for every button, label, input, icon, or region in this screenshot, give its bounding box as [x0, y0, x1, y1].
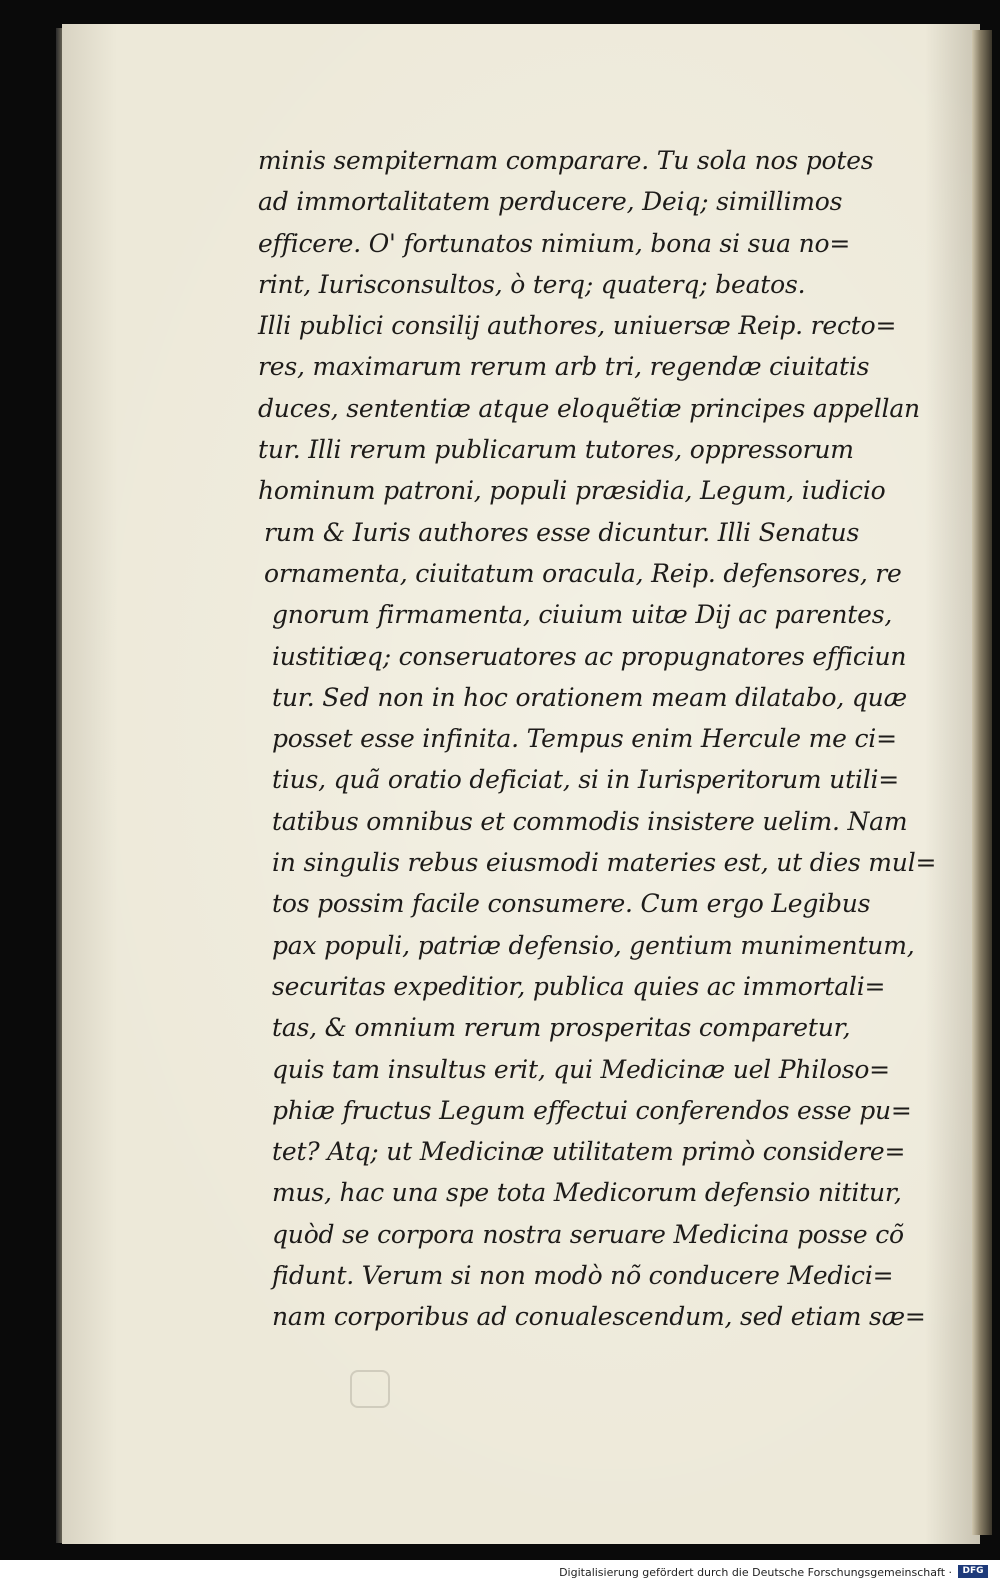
text-line: phiæ fructus Legum effectui conferendos esse pu=: [272, 1095, 912, 1125]
text-line: nam corporibus ad conualescendum, sed etiam sæ=: [272, 1302, 926, 1332]
text-line: posset esse infinita. Tempus enim Hercule me ci=: [272, 724, 897, 754]
text-line: duces, sententiæ atque eloquẽtiæ principes appellan: [258, 393, 920, 423]
text-line: quòd se corpora nostra seruare Medicina posse cõ: [272, 1219, 904, 1249]
text-line: iustitiæq; conseruatores ac propugnatores efficiun: [272, 641, 907, 671]
text-line: hominum patroni, populi præsidia, Legum, iudicio: [258, 476, 886, 506]
text-line: in singulis rebus eiusmodi materies est, ut dies mul=: [272, 848, 937, 878]
text-line: res, maximarum rerum arb tri, regendæ ciuitatis: [258, 352, 870, 382]
page-stack-edge: [972, 30, 992, 1535]
text-line: gnorum firmamenta, ciuium uitæ Dij ac parentes,: [272, 600, 893, 630]
text-line: tos possim facile consumere. Cum ergo Legibus: [272, 889, 871, 919]
text-line: efficere. O' fortunatos nimium, bona si sua no=: [258, 228, 851, 258]
text-line: rum & Iuris authores esse dicuntur. Illi Senatus: [264, 517, 860, 547]
text-line: tur. Sed non in hoc orationem meam dilatabo, quæ: [272, 682, 907, 712]
text-line: rint, Iurisconsultos, ò terq; quaterq; beatos.: [258, 269, 806, 299]
text-line: minis sempiternam comparare. Tu sola nos potes: [258, 146, 874, 175]
text-line: tas, & omnium rerum prosperitas comparetur,: [272, 1013, 851, 1043]
text-line: Illi publici consilij authores, uniuersæ Reip. recto=: [258, 311, 897, 341]
text-line: mus, hac una spe tota Medicorum defensio nititur,: [272, 1178, 902, 1208]
faint-bleedthrough-mark: [350, 1370, 390, 1408]
text-line: tius, quã oratio deficiat, si in Iurisperitorum utili=: [272, 765, 900, 795]
dfg-logo-icon: DFG: [958, 1565, 988, 1578]
text-line: tet? Atq; ut Medicinæ utilitatem primò considere=: [272, 1137, 906, 1167]
text-line: pax populi, patriæ defensio, gentium munimentum,: [272, 930, 915, 960]
text-line: quis tam insultus erit, qui Medicinæ uel Philoso=: [272, 1054, 890, 1084]
funding-credit: Digitalisierung gefördert durch die Deutsche Forschungsgemeinschaft ·: [559, 1566, 952, 1579]
text-line: ornamenta, ciuitatum oracula, Reip. defensores, re: [264, 558, 902, 588]
text-line: tur. Illi rerum publicarum tutores, oppressorum: [258, 435, 854, 465]
text-line: fidunt. Verum si non modò nõ conducere Medici=: [272, 1261, 894, 1291]
page-text: [258, 140, 938, 1338]
text-line: securitas expeditior, publica quies ac immortali=: [272, 971, 886, 1001]
text-line: tatibus omnibus et commodis insistere uelim. Nam: [272, 806, 908, 836]
text-line: ad immortalitatem perducere, Deiq; simillimos: [258, 187, 843, 217]
